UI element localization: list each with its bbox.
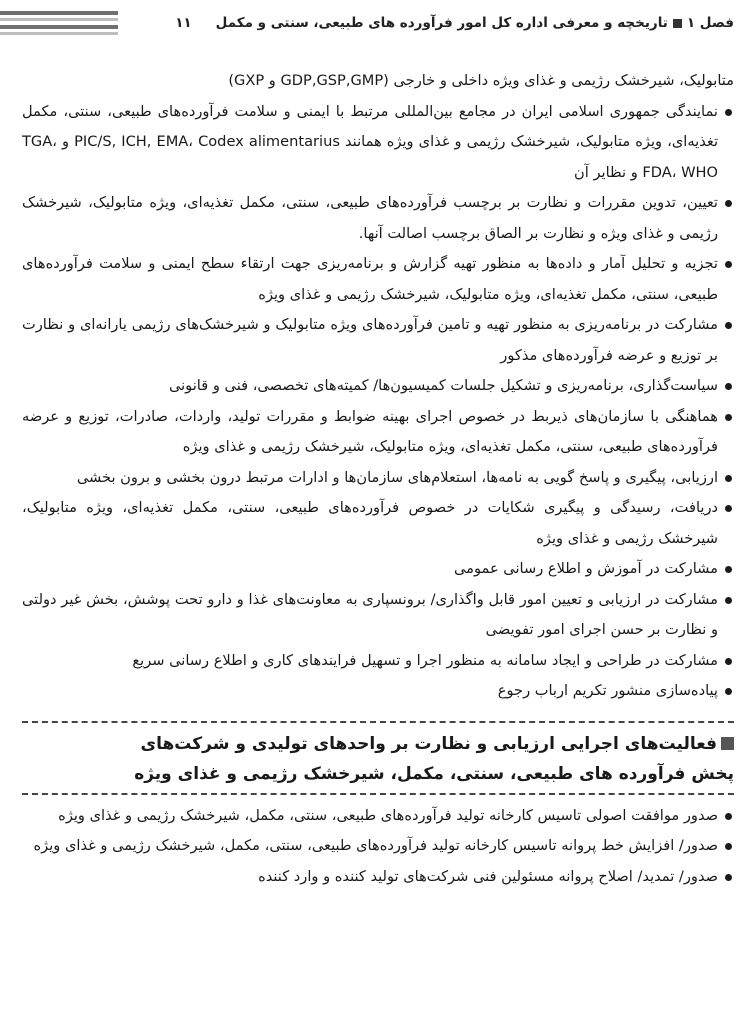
list-item: مشارکت در آموزش و اطلاع رسانی عمومی — [22, 554, 734, 585]
header-decoration-bars — [0, 11, 118, 35]
continued-paragraph: متابولیک، شیرخشک رژیمی و غذای ویژه داخلی و خارجی (GDP,GSP,GMP و GXP) — [228, 72, 734, 89]
list-item: تعیین، تدوین مقررات و نظارت بر برچسب فرآورده‌های طبیعی، سنتی، مکمل تغذیه‌ای، ویژه متابولیک، شیرخشک رژیمی و غذای ویژه و نظارت بر الصاق برچسب اصالت آنها. — [22, 188, 734, 249]
list-item: صدور/ افزایش خط پروانه تاسیس کارخانه تولید فرآورده‌های طبیعی، سنتی، مکمل، شیرخشک رژیمی و غذای ویژه — [22, 831, 734, 862]
running-header — [118, 15, 756, 31]
section-heading-line-2: پخش فرآورده های طبیعی، سنتی، مکمل، شیرخشک رژیمی و غذای ویژه — [134, 763, 734, 784]
duties-list — [22, 97, 734, 707]
list-item: مشارکت در برنامه‌ریزی به منظور تهیه و تامین فرآورده‌های ویژه متابولیک و شیرخشک‌های رژیمی یارانه‌ای و نظارت بر توزیع و عرضه فرآورده‌های مذکور — [22, 310, 734, 371]
activities-list — [22, 801, 734, 893]
page-header — [0, 6, 756, 40]
list-item: دریافت، رسیدگی و پیگیری شکایات در خصوص فرآورده‌های طبیعی، سنتی، مکمل تغذیه‌ای، ویژه متابولیک، شیرخشک رژیمی و غذای ویژه — [22, 493, 734, 554]
list-item: تجزیه و تحلیل آمار و داده‌ها به منظور تهیه گزارش و برنامه‌ریزی جهت ارتقاء سطح ایمنی و سلامت فرآورده‌های طبیعی، سنتی، مکمل تغذیه‌ای، ویژه متابولیک، شیرخشک رژیمی و غذای ویژه — [22, 249, 734, 310]
square-bullet-icon — [721, 737, 734, 750]
list-item: صدور موافقت اصولی تاسیس کارخانه تولید فرآورده‌های طبیعی، سنتی، مکمل، شیرخشک رژیمی و غذای ویژه — [22, 801, 734, 832]
list-item: هماهنگی با سازمان‌های ذیربط در خصوص اجرای بهینه ضوابط و مقررات تولید، واردات، صادرات، توزیع و عرضه فرآورده‌های طبیعی، سنتی، مکمل تغذیه‌ای، ویژه متابولیک، شیرخشک رژیمی و غذای ویژه — [22, 402, 734, 463]
square-bullet-icon — [673, 19, 682, 28]
chapter-title: تاریخچه و معرفی اداره کل امور فرآورده های طبیعی، سنتی و مکمل — [215, 15, 668, 31]
list-item: مشارکت در طراحی و ایجاد سامانه به منظور اجرا و تسهیل فرایندهای کاری و اطلاع رسانی سریع — [22, 646, 734, 677]
list-item: سیاست‌گذاری، برنامه‌ریزی و تشکیل جلسات کمیسیون‌ها/ کمیته‌های تخصصی، فنی و قانونی — [22, 371, 734, 402]
section-heading-line-1: فعالیت‌های اجرایی ارزیابی و نظارت بر واحدهای تولیدی و شرکت‌های — [22, 729, 734, 759]
list-item: مشارکت در ارزیابی و تعیین امور قابل واگذاری/ برونسپاری به معاونت‌های غذا و دارو تحت پوشش، بخش غیر دولتی و نظارت بر حسن اجرای امور تفویضی — [22, 585, 734, 646]
page-number: ۱۱ — [175, 15, 192, 31]
section-heading — [22, 721, 734, 795]
chapter-label: فصل ۱ — [686, 15, 734, 31]
list-item: ارزیابی، پیگیری و پاسخ گویی به نامه‌ها، استعلام‌های سازمان‌ها و ادارات مرتبط درون بخشی و برون بخشی — [22, 463, 734, 494]
list-item: نمایندگی جمهوری اسلامی ایران در مجامع بین‌المللی مرتبط با ایمنی و سلامت فرآورده‌های طبیعی، سنتی، مکمل تغذیه‌ای، ویژه متابولیک، شیرخشک رژیمی و غذای ویژه همانند PIC/S, ICH, EMA، Codex alimentarius و TGA، FDA، WHO و نظایر آن — [22, 97, 734, 189]
list-item: صدور/ تمدید/ اصلاح پروانه مسئولین فنی شرکت‌های تولید کننده و وارد کننده — [22, 862, 734, 893]
page-body — [22, 66, 734, 892]
list-item: پیاده‌سازی منشور تکریم ارباب رجوع — [22, 676, 734, 707]
